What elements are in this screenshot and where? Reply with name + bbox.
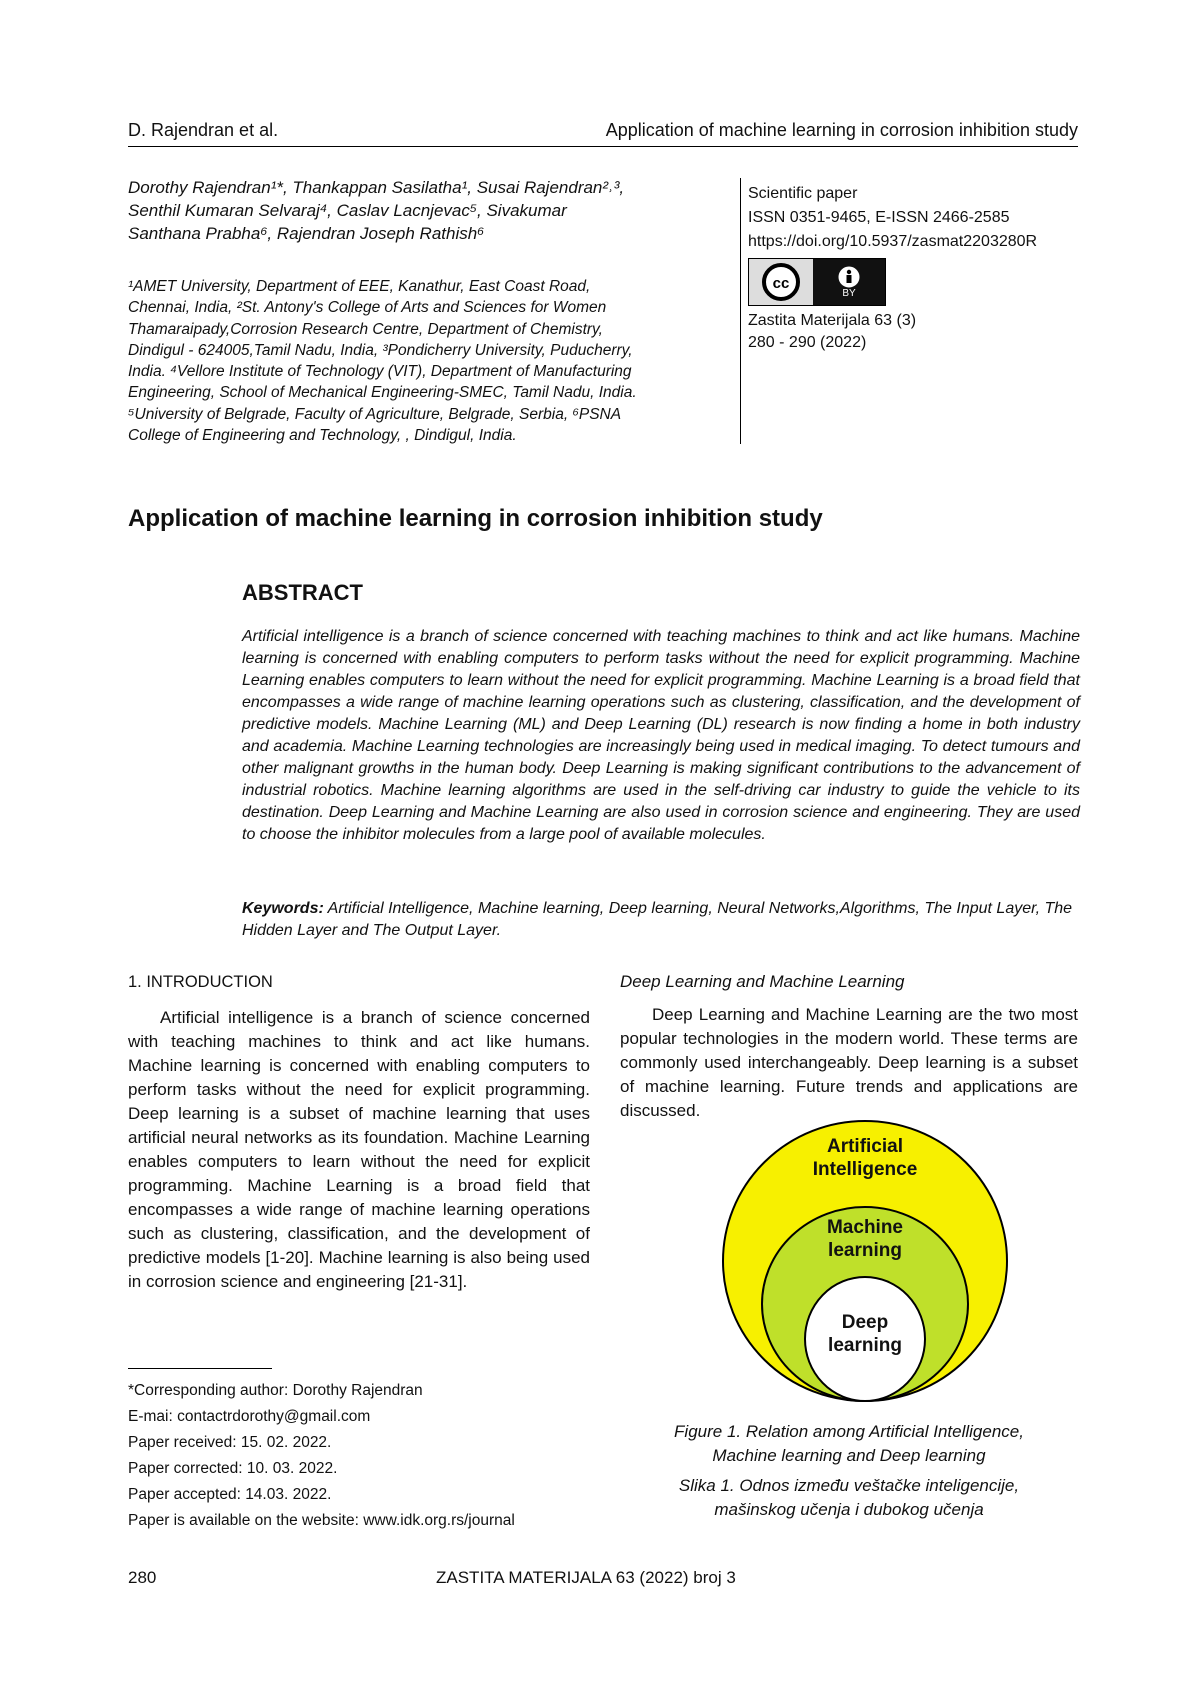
email: E-mai: contactrdorothy@gmail.com (128, 1408, 371, 1425)
affiliation-line: Engineering, School of Mechanical Engineering-SMEC, Tamil Nadu, India. (128, 384, 637, 402)
website-note: Paper is available on the website: www.idk.org.rs/journal (128, 1512, 515, 1529)
affiliations (128, 276, 738, 446)
affiliation-line: ¹AMET University, Department of EEE, Kanathur, East Coast Road, (128, 278, 591, 295)
intro-text: Artificial intelligence is a branch of science concerned with teaching machines to think and act like humans. Machine learning is concerned with enabling computers to perform tasks without the need for explicit programming. Deep learning is a subset of machine learning that uses artificial neural networks as its foundation. Machine Learning enables computers to learn without the need for explicit programming. Machine Learning is a broad field that encompasses a wide range of machine learning operations such as clustering, classification, and the development of predictive models [1-20]. Machine learning is also being used in corrosion science and engineering [21-31]. (128, 1008, 590, 1291)
journal-info (748, 310, 916, 354)
cc-license-badge[interactable] (748, 258, 886, 306)
date-accepted: Paper accepted: 14.03. 2022. (128, 1486, 332, 1503)
dl-label-line1: Deep (841, 1312, 889, 1333)
page-number: 280 (128, 1568, 157, 1587)
paper-type: Scientific paper (748, 185, 858, 202)
keywords-label: Keywords: (242, 900, 324, 917)
doi-link[interactable]: https://doi.org/10.5937/zasmat2203280R (748, 233, 1038, 250)
running-header-title: Application of machine learning in corrosion inhibition study (605, 120, 1078, 140)
abstract-text: Artificial intelligence is a branch of science concerned with teaching machines to think and act like humans. Machine learning is concerned with enabling computers to perform tasks without the need for explicit programming. Machine Learning enables computers to learn without the need for explicit programming. Machine Learning is a broad field that encompasses a wide range of machine learning operations such as clustering, classification, and the development of predictive models. Machine Learning (ML) and Deep Learning (DL) research is now finding a home in both industry and academia. Machine Learning technologies are increasingly being used in medical imaging. To detect tumours and other malignant growths in the human body. Deep Learning is making significant contributions to the advancement of industrial robotics. Machine learning algorithms are used in the self-driving car industry to guide the vehicle to its destination. Deep Learning and Machine Learning are also used in corrosion science and engineering. They are used to choose the inhibitor molecules from a large pool of available molecules. (242, 628, 1080, 843)
ml-label-line2: learning (828, 1240, 902, 1261)
ai-ml-dl-diagram (720, 1118, 1010, 1404)
date-received: Paper received: 15. 02. 2022. (128, 1434, 332, 1451)
issn: ISSN 0351-9465, E-ISSN 2466-2585 (748, 209, 1010, 226)
author-line: Santhana Prabha⁶, Rajendran Joseph Rathish⁶ (128, 224, 485, 243)
corresponding-author: *Corresponding author: Dorothy Rajendran (128, 1382, 423, 1399)
caption-en-line2: Machine learning and Deep learning (712, 1446, 986, 1465)
affiliation-line: Chennai, India, ²St. Antony's College of Arts and Sciences for Women (128, 299, 607, 317)
affiliation-line: ⁵University of Belgrade, Faculty of Agriculture, Belgrade, Serbia, ⁶PSNA (128, 405, 622, 423)
journal-volume: Zastita Materijala 63 (3) (748, 312, 917, 329)
affiliation-line: Dindigul - 624005,Tamil Nadu, India, ³Pondicherry University, Puducherry, (128, 341, 633, 359)
journal-pages: 280 - 290 (2022) (748, 334, 867, 351)
keywords (242, 898, 1080, 942)
affiliation-line: Thamaraipady,Corrosion Research Centre, Department of Chemistry, (128, 320, 603, 338)
keywords-list: Artificial Intelligence, Machine learning, Deep learning, Neural Networks,Algorithms, The Input Layer, The Hidden Layer and The Output Layer. (242, 900, 1073, 939)
caption-sr-line2: mašinskog učenja i dubokog učenja (714, 1500, 984, 1519)
author-list (128, 176, 728, 245)
footnotes (128, 1378, 515, 1534)
intro-heading: 1. INTRODUCTION (128, 973, 273, 991)
header-rule (128, 146, 1078, 147)
date-corrected: Paper corrected: 10. 03. 2022. (128, 1460, 338, 1477)
cc-icon (749, 259, 813, 305)
journal-footer: ZASTITA MATERIJALA 63 (2022) broj 3 (436, 1568, 736, 1587)
affiliation-line: India. ⁴Vellore Institute of Technology (VIT), Department of Manufacturing (128, 363, 632, 381)
svg-text:cc: cc (772, 275, 790, 292)
running-header-authors: D. Rajendran et al. (128, 120, 279, 140)
dl-heading: Deep Learning and Machine Learning (620, 972, 905, 991)
figure-caption (620, 1420, 1078, 1522)
author-line: Dorothy Rajendran¹*, Thankappan Sasilatha¹, Susai Rajendran²˒³, (128, 178, 625, 197)
caption-en-line1: Figure 1. Relation among Artificial Intelligence, (674, 1422, 1024, 1441)
by-icon (813, 259, 885, 305)
author-line: Senthil Kumaran Selvaraj⁴, Caslav Lacnjevac⁵, Sivakumar (128, 201, 567, 220)
paper-title: Application of machine learning in corrosion inhibition study (128, 505, 823, 532)
ai-label-line2: Intelligence (812, 1159, 918, 1180)
footnote-rule (128, 1368, 272, 1369)
abstract-heading: ABSTRACT (242, 580, 363, 605)
affiliation-line: College of Engineering and Technology, , Dindigul, India. (128, 427, 517, 445)
paper-info (748, 182, 1037, 254)
ai-label-line1: Artificial (826, 1136, 904, 1157)
caption-sr-line1: Slika 1. Odnos između veštačke inteligencije, (678, 1476, 1020, 1495)
by-label: BY (842, 287, 856, 299)
info-divider (740, 178, 741, 444)
dl-label-line2: learning (828, 1335, 902, 1356)
ml-label-line1: Machine (826, 1217, 904, 1238)
dl-text: Deep Learning and Machine Learning are the two most popular technologies in the modern world. These terms are commonly used interchangeably. Deep learning is a subset of machine learning. Future trends and applications are discussed. (620, 1005, 1078, 1120)
